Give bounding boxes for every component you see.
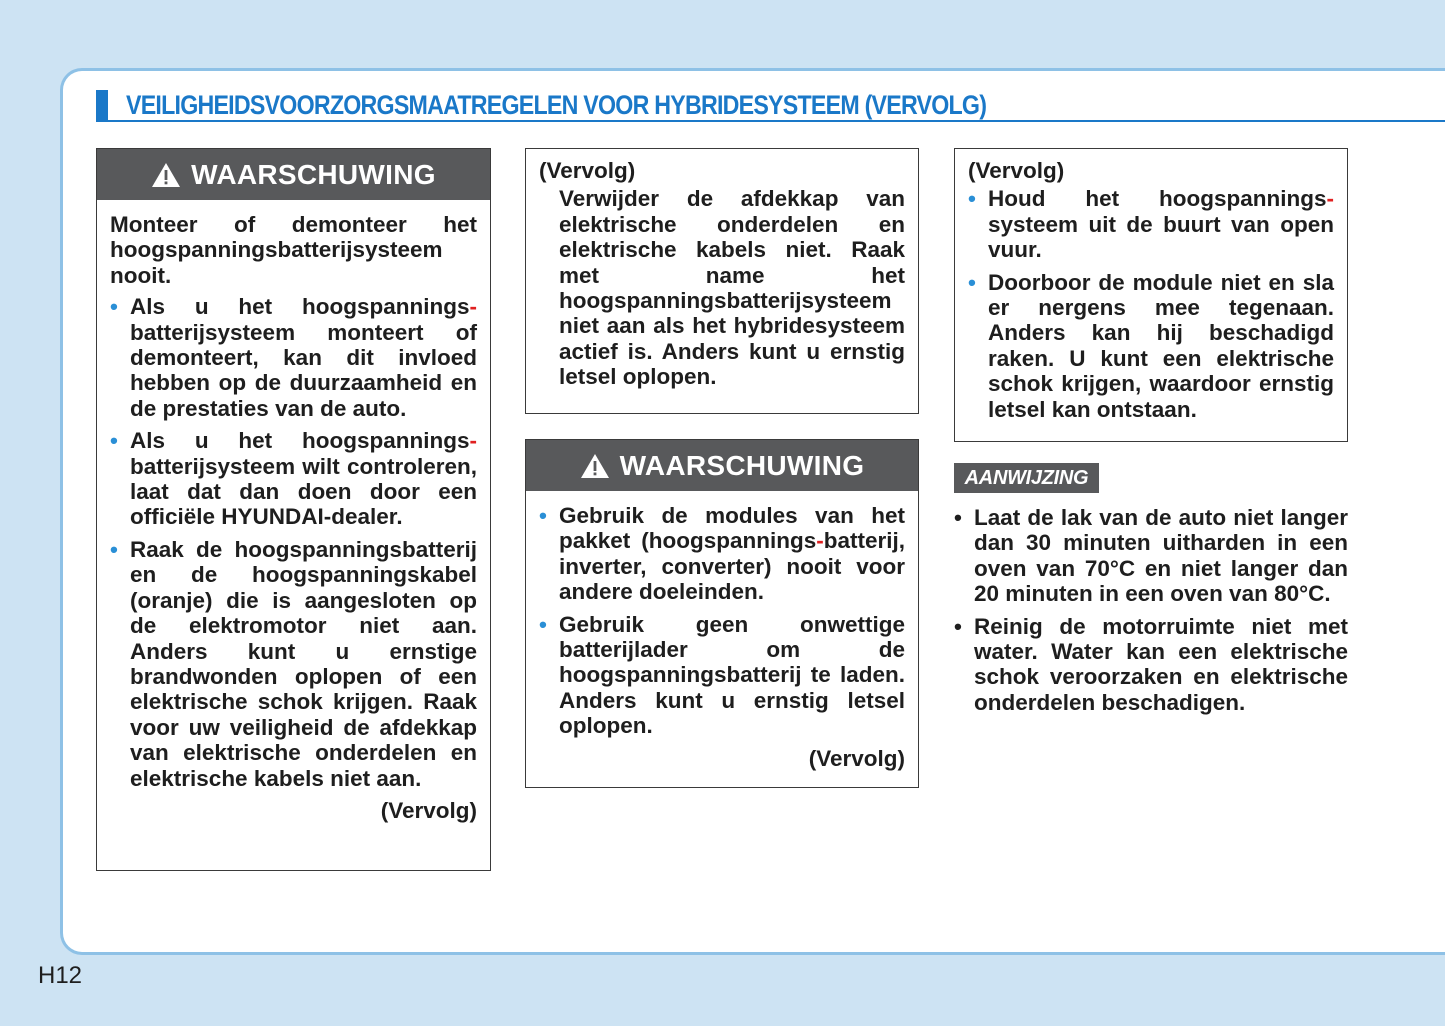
hyphen: - [469,428,477,454]
warning-triangle-icon [580,453,610,479]
list-item: • Laat de lak van de auto niet langer dan 30 minuten uitharden in een oven van 70°C en niet langer dan 20 minuten in een oven van 80°C. [954,505,1348,607]
note-tag: AANWIJZING [954,463,1099,493]
continued-label: (Vervolg) [808,745,905,771]
list-item: • Als u het hoogspannings-batterijsysteem monteert of demonteert, kan dit invloed hebben op de duurzaamheid en de prestaties van de auto. [110,294,477,421]
list-item: • Als u het hoogspannings-batterijsysteem wilt controleren, laat dat dan doen door een officiële HYUNDAI-dealer. [110,428,477,530]
continued-from-label: (Vervolg) [968,158,1065,183]
bullet: • [968,186,976,212]
warning-box-2 [525,439,919,788]
list-item: • Reinig de motorruimte niet met water. Water kan een elektrische schok veroorzaken en elektrische onderdelen beschadigen. [954,613,1348,715]
continued-box-3 [954,148,1348,442]
list-item: • Gebruik de modules van het pakket (hoogspannings-batterij, inverter, converter) nooit voor andere doeleinden. [539,503,905,605]
bullet: • [954,613,962,639]
bullet: • [110,428,118,454]
list-item: • Houd het hoogspannings-systeem uit de buurt van open vuur. [968,186,1334,263]
page-title: VEILIGHEIDSVOORZORGSMAATREGELEN VOOR HYBRIDESYSTEEM (VERVOLG) [126,90,987,120]
bullet: • [110,294,118,320]
continued-label: (Vervolg) [380,797,477,823]
hyphen: - [469,294,477,320]
warning-heading [97,149,490,200]
warning-triangle-icon [151,162,181,188]
warning-box-1 [96,148,491,871]
bullet: • [954,505,962,530]
list-item: • Doorboor de module niet en sla er nergens mee tegenaan. Anders kan hij beschadigd raken. U kunt een elektrische schok krijgen, waardoor ernstig letsel kan ontstaan. [968,269,1334,422]
bullet: • [539,611,547,637]
note-body [954,505,1348,722]
warning-intro: Monteer of demonteer het hoogspanningsbatterijsysteem nooit. [110,212,477,288]
title-marker [96,90,108,120]
bullet: • [968,269,976,295]
bullet: • [110,536,118,562]
list-item: • Gebruik geen onwettige batterijlader om de hoogspanningsbatterij te laden. Anders kunt u ernstig letsel oplopen. [539,611,905,739]
hyphen: - [816,528,824,554]
section-header [96,88,1445,122]
list-item: • Raak de hoogspanningsbatterij en de hoogspanningskabel (oranje) die is aangesloten op de elektromotor niet aan. Anders kunt u ernstige brandwonden oplopen of een elektrische schok krijgen. Raak voor uw veiligheid de afdekkap van elektrische onderdelen en elektrische kabels niet aan. [110,536,477,791]
bullet: • [539,503,547,528]
hyphen: - [1326,186,1334,212]
warning-heading-label: WAARSCHUWING [619,449,865,481]
continued-box-2 [525,148,919,414]
warning-heading-label: WAARSCHUWING [191,158,436,190]
continued-from-label: (Vervolg) [539,158,636,183]
warning-heading [526,440,918,491]
page-number: H12 [38,962,83,989]
continued-text: Verwijder de afdekkap van elektrische onderdelen en elektrische kabels niet. Raak met name het hoogspanningsbatterijsysteem niet aan als het hybridesysteem actief is. Anders kunt u ernstig letsel oplopen. [559,186,905,390]
